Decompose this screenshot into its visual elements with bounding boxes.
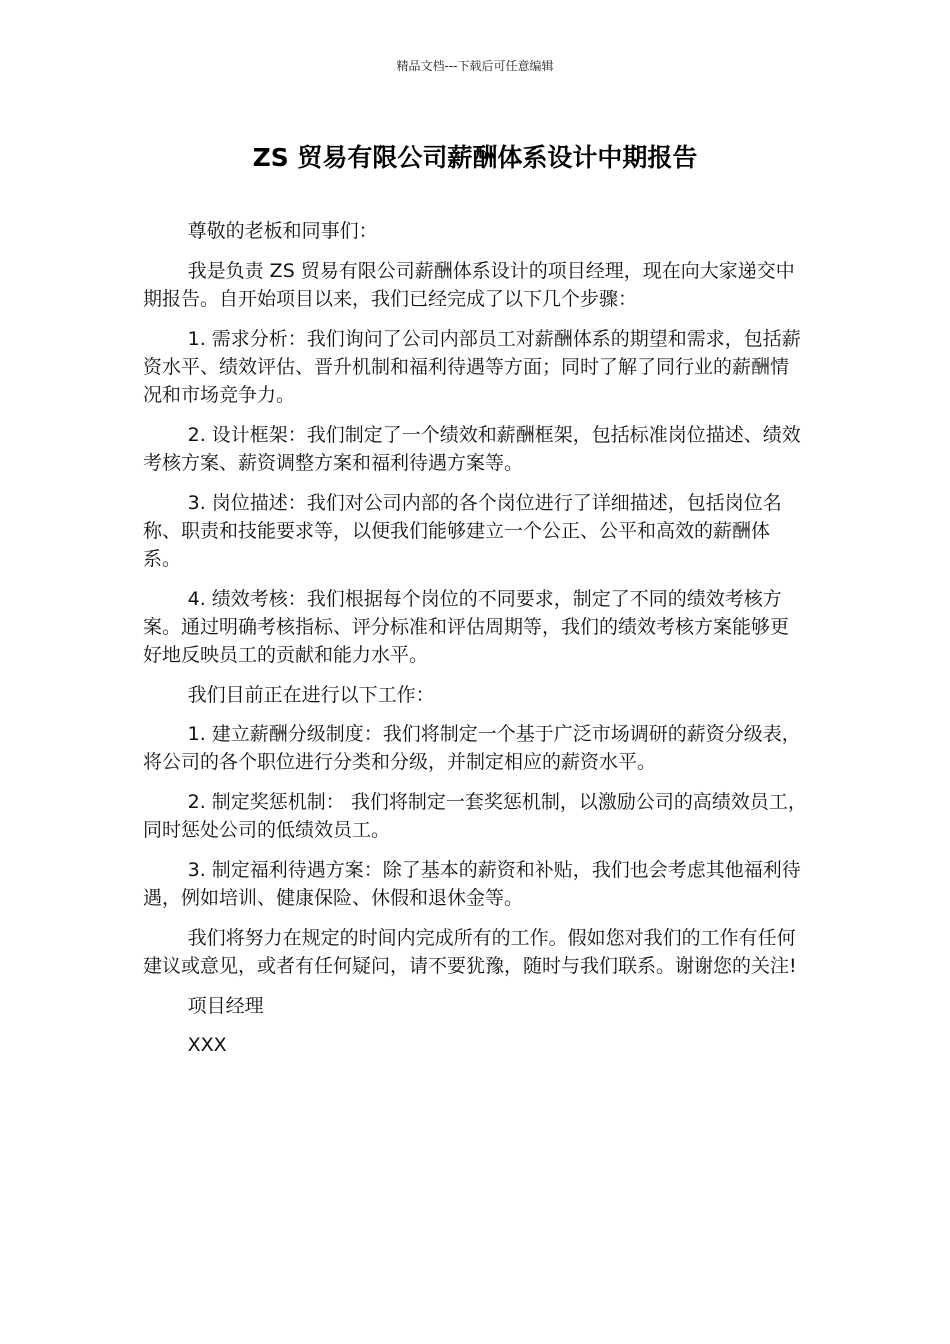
ongoing-work-2: 2. 制定奖惩机制： 我们将制定一套奖惩机制，以激励公司的高绩效员工，同时惩处公司的低绩效员工。 bbox=[143, 791, 807, 841]
intro-paragraph: 我是负责 ZS 贸易有限公司薪酬体系设计的项目经理，现在向大家递交中期报告。自开始项目以来，我们已经完成了以下几个步骤： bbox=[143, 260, 795, 310]
signature-name: XXX bbox=[187, 1034, 227, 1056]
ongoing-work-1: 1. 建立薪酬分级制度：我们将制定一个基于广泛市场调研的薪资分级表，将公司的各个职位进行分类和分级，并制定相应的薪资水平。 bbox=[143, 723, 801, 773]
ongoing-work-3: 3. 制定福利待遇方案：除了基本的薪资和补贴，我们也会考虑其他福利待遇，例如培训、健康保险、休假和退休金等。 bbox=[143, 859, 801, 909]
document-title: ZS 贸易有限公司薪酬体系设计中期报告 bbox=[252, 143, 698, 172]
salutation: 尊敬的老板和同事们： bbox=[187, 220, 378, 242]
completed-step-3: 3. 岗位描述：我们对公司内部的各个岗位进行了详细描述，包括岗位名称、职责和技能要求等，以便我们能够建立一个公正、公平和高效的薪酬体系。 bbox=[143, 492, 782, 570]
completed-step-4: 4. 绩效考核：我们根据每个岗位的不同要求，制定了不同的绩效考核方案。通过明确考核指标、评分标准和评估周期等，我们的绩效考核方案能够更好地反映员工的贡献和能力水平。 bbox=[143, 588, 790, 666]
closing-paragraph: 我们将努力在规定的时间内完成所有的工作。假如您对我们的工作有任何建议或意见，或者有任何疑问，请不要犹豫，随时与我们联系。谢谢您的关注! bbox=[143, 927, 797, 977]
ongoing-intro: 我们目前正在进行以下工作： bbox=[187, 684, 435, 706]
page-header-note: 精品文档---下载后可任意编辑 bbox=[396, 59, 554, 73]
document-body bbox=[143, 217, 807, 1071]
completed-step-2: 2. 设计框架：我们制定了一个绩效和薪酬框架，包括标准岗位描述、绩效考核方案、薪资调整方案和福利待遇方案等。 bbox=[143, 424, 801, 474]
completed-step-1: 1. 需求分析：我们询问了公司内部员工对薪酬体系的期望和需求，包括薪资水平、绩效评估、晋升机制和福利待遇等方面；同时了解了同行业的薪酬情况和市场竞争力。 bbox=[143, 328, 801, 406]
signature-role: 项目经理 bbox=[187, 995, 264, 1017]
